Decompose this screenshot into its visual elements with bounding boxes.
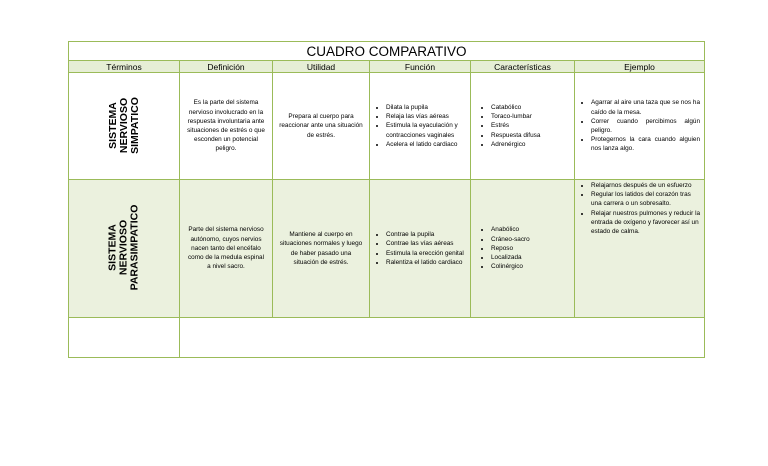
- comparative-table: [68, 41, 704, 359]
- function-list: [370, 230, 470, 267]
- utility-cell: [273, 73, 370, 180]
- definition-text: Parte del sistema nervioso autónomo, cuyos nervios nacen tanto del encéfalo como de la medula espinal a nivel sacro.: [187, 226, 265, 271]
- list-item: • Catabólico: [491, 103, 570, 112]
- table-title: CUADRO COMPARATIVO: [69, 42, 705, 61]
- utility-text: Mantiene al cuerpo en situaciones normales y luego de haber pasado una situación de estrés.: [279, 231, 363, 266]
- title-row: [69, 42, 705, 61]
- list-item: • Toraco-lumbar: [491, 112, 570, 121]
- header-funcion: Función: [370, 61, 471, 73]
- term-cell: [69, 73, 180, 180]
- utility-cell: [273, 180, 370, 318]
- table-row: [69, 73, 705, 180]
- list-item: • Contrae las vías aéreas: [386, 239, 466, 248]
- list-item: • Estrés: [491, 121, 570, 130]
- example-list: [575, 98, 704, 153]
- list-item: • Estimula la erección genital: [386, 249, 466, 258]
- header-ejemplo: Ejemplo: [575, 61, 705, 73]
- characteristics-list: [471, 225, 574, 271]
- characteristics-cell: [471, 180, 575, 318]
- header-utilidad: Utilidad: [273, 61, 370, 73]
- list-item: • Relaja las vías aéreas: [386, 112, 466, 121]
- header-definicion: Definición: [180, 61, 273, 73]
- function-list: [370, 103, 470, 149]
- list-item: • Contrae la pupila: [386, 230, 466, 239]
- term-line: NERVIOSO: [117, 97, 130, 153]
- list-item: • Correr cuando percibimos algún peligro.: [591, 117, 700, 135]
- term-line: SISTEMA: [106, 101, 119, 149]
- list-item: • Adrenérgico: [491, 140, 570, 149]
- list-item: • Acelera el latido cardiaco: [386, 140, 466, 149]
- list-item: • Anabólico: [491, 225, 570, 234]
- function-cell: [370, 180, 471, 318]
- list-item: • Protegernos la cara cuando alguien nos lanza algo.: [591, 135, 700, 153]
- list-item: • Reposo: [491, 244, 570, 253]
- example-list: [575, 180, 704, 236]
- term-label: [108, 205, 141, 291]
- definition-cell: [180, 73, 273, 180]
- table-row-empty: [69, 318, 705, 358]
- list-item: • Ralentiza el latido cardiaco: [386, 258, 466, 267]
- list-item: • Regular los latidos del corazón tras una carrera o un sobresalto.: [591, 190, 700, 208]
- list-item: • Localizada: [491, 253, 570, 262]
- header-caracteristicas: Características: [471, 61, 575, 73]
- list-item: • Respuesta difusa: [491, 131, 570, 140]
- characteristics-cell: [471, 73, 575, 180]
- table-row: [69, 180, 705, 318]
- function-cell: [370, 73, 471, 180]
- term-cell: [69, 180, 180, 318]
- example-cell: [575, 180, 705, 318]
- utility-text: Prepara al cuerpo para reaccionar ante una situación de estrés.: [279, 113, 363, 139]
- list-item: • Agarrar al aire una taza que se nos ha caído de la mesa.: [591, 98, 700, 116]
- definition-text: Es la parte del sistema nervioso involucrado en la respuesta involuntaria ante situaciones de estrés o que esconden un potencial peligro.: [187, 99, 265, 153]
- list-item: • Dilata la pupila: [386, 103, 466, 112]
- list-item: • Cráneo-sacro: [491, 235, 570, 244]
- definition-cell: [180, 180, 273, 318]
- header-terminos: Términos: [69, 61, 180, 73]
- table-grid: [68, 41, 705, 358]
- term-line: PARASIMPATICO: [128, 204, 141, 291]
- list-item: • Colinérgico: [491, 262, 570, 271]
- empty-cell: [180, 318, 705, 358]
- term-label: [108, 97, 141, 154]
- characteristics-list: [471, 103, 574, 149]
- list-item: • Relajarnos después de un esfuerzo: [591, 181, 700, 190]
- list-item: • Estimula la eyaculación y contracciones vaginales: [386, 121, 466, 139]
- example-cell: [575, 73, 705, 180]
- empty-cell: [69, 318, 180, 358]
- term-line: SISTEMA: [106, 224, 119, 271]
- list-item: • Relajar nuestros pulmones y reducir la entrada de oxígeno y favorecer así un estado de calma.: [591, 209, 700, 237]
- term-line: SIMPATICO: [128, 96, 141, 154]
- term-line: NERVIOSO: [117, 219, 130, 276]
- header-row: [69, 61, 705, 73]
